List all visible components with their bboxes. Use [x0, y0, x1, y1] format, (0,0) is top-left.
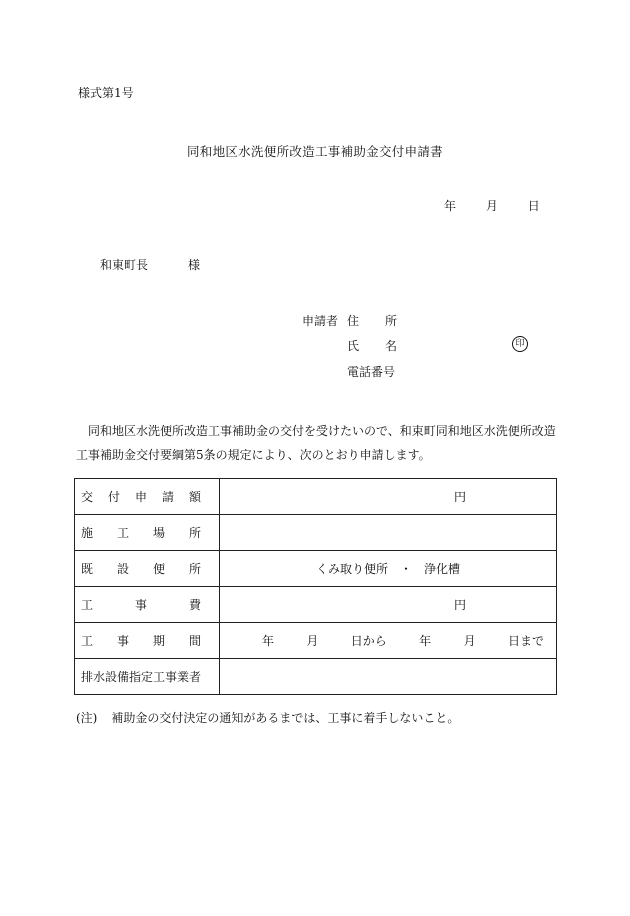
label-char: 請 — [161, 490, 174, 504]
table-row — [75, 551, 557, 587]
existing-toilet-options[interactable]: くみ取り便所 ・ 浄化槽 — [220, 551, 557, 587]
table-row — [75, 587, 557, 623]
label-char: 事 — [116, 634, 129, 648]
form-number: 様式第1号 — [78, 86, 134, 100]
name-label-1: 氏 — [347, 339, 360, 353]
label-char: 期 — [152, 634, 165, 648]
yen-unit: 円 — [453, 490, 466, 504]
note-text: 補助金の交付決定の通知があるまでは、工事に着手しないこと。 — [111, 711, 460, 725]
label-char: 既 — [81, 562, 94, 576]
period-start-day: 日から — [350, 634, 387, 648]
row-label-amount — [75, 479, 220, 515]
addressee-honorific: 様 — [188, 258, 201, 272]
period-end-month: 月 — [463, 634, 476, 648]
table-row — [75, 515, 557, 551]
name-label — [347, 337, 397, 354]
applicant-label: 申請者 — [302, 314, 339, 328]
date-day: 日 — [527, 199, 540, 213]
note-marker: (注) — [76, 711, 98, 725]
label-char: 設 — [116, 562, 129, 576]
row-label-location — [75, 515, 220, 551]
addressee-name: 和東町長 — [100, 258, 149, 272]
row-label-period — [75, 623, 220, 659]
address-label — [347, 312, 397, 329]
footnote — [76, 709, 459, 726]
name-label-2: 名 — [385, 339, 398, 353]
label-char: 工 — [81, 598, 94, 612]
date-month: 月 — [485, 199, 498, 213]
period-end-year: 年 — [419, 634, 432, 648]
phone-label: 電話番号 — [347, 365, 396, 379]
label-char: 所 — [188, 526, 201, 540]
period-field[interactable] — [220, 623, 557, 659]
label-char: 事 — [134, 598, 147, 612]
label-char: 付 — [107, 490, 120, 504]
label-char: 施 — [81, 526, 94, 540]
body-text-content: 同和地区水洗便所改造工事補助金の交付を受けたいので、和束町同和地区水洗便所改造工事補助金交付要綱第5条の規定により、次のとおり申請します。 — [76, 424, 556, 462]
period-end-day: 日まで — [507, 634, 544, 648]
seal-mark: 印 — [512, 336, 528, 352]
date-year: 年 — [444, 199, 457, 213]
label-char: 額 — [188, 490, 201, 504]
label-char: 便 — [152, 562, 165, 576]
body-text — [76, 419, 556, 467]
label-char: 工 — [116, 526, 129, 540]
label-char: 交 — [81, 490, 94, 504]
label-char: 申 — [134, 490, 147, 504]
label-char: 費 — [188, 598, 201, 612]
label-char: 所 — [188, 562, 201, 576]
date-line — [440, 197, 540, 214]
period-start-year: 年 — [262, 634, 275, 648]
period-start-month: 月 — [306, 634, 319, 648]
address-label-1: 住 — [347, 314, 360, 328]
addressee — [100, 256, 200, 273]
table-row — [75, 623, 557, 659]
row-label-cost — [75, 587, 220, 623]
address-label-2: 所 — [385, 314, 398, 328]
row-label-existing-toilet — [75, 551, 220, 587]
contractor-field[interactable] — [220, 659, 557, 695]
table-row — [75, 479, 557, 515]
label-char: 間 — [188, 634, 201, 648]
location-field[interactable] — [220, 515, 557, 551]
amount-field[interactable] — [220, 479, 557, 515]
label-char: 場 — [152, 526, 165, 540]
table-row — [75, 659, 557, 695]
label-char: 工 — [81, 634, 94, 648]
cost-field[interactable] — [220, 587, 557, 623]
row-label-contractor: 排水設備指定工事業者 — [75, 659, 220, 695]
yen-unit: 円 — [453, 598, 466, 612]
page-title: 同和地区水洗便所改造工事補助金交付申請書 — [186, 144, 443, 159]
application-table — [74, 478, 557, 695]
